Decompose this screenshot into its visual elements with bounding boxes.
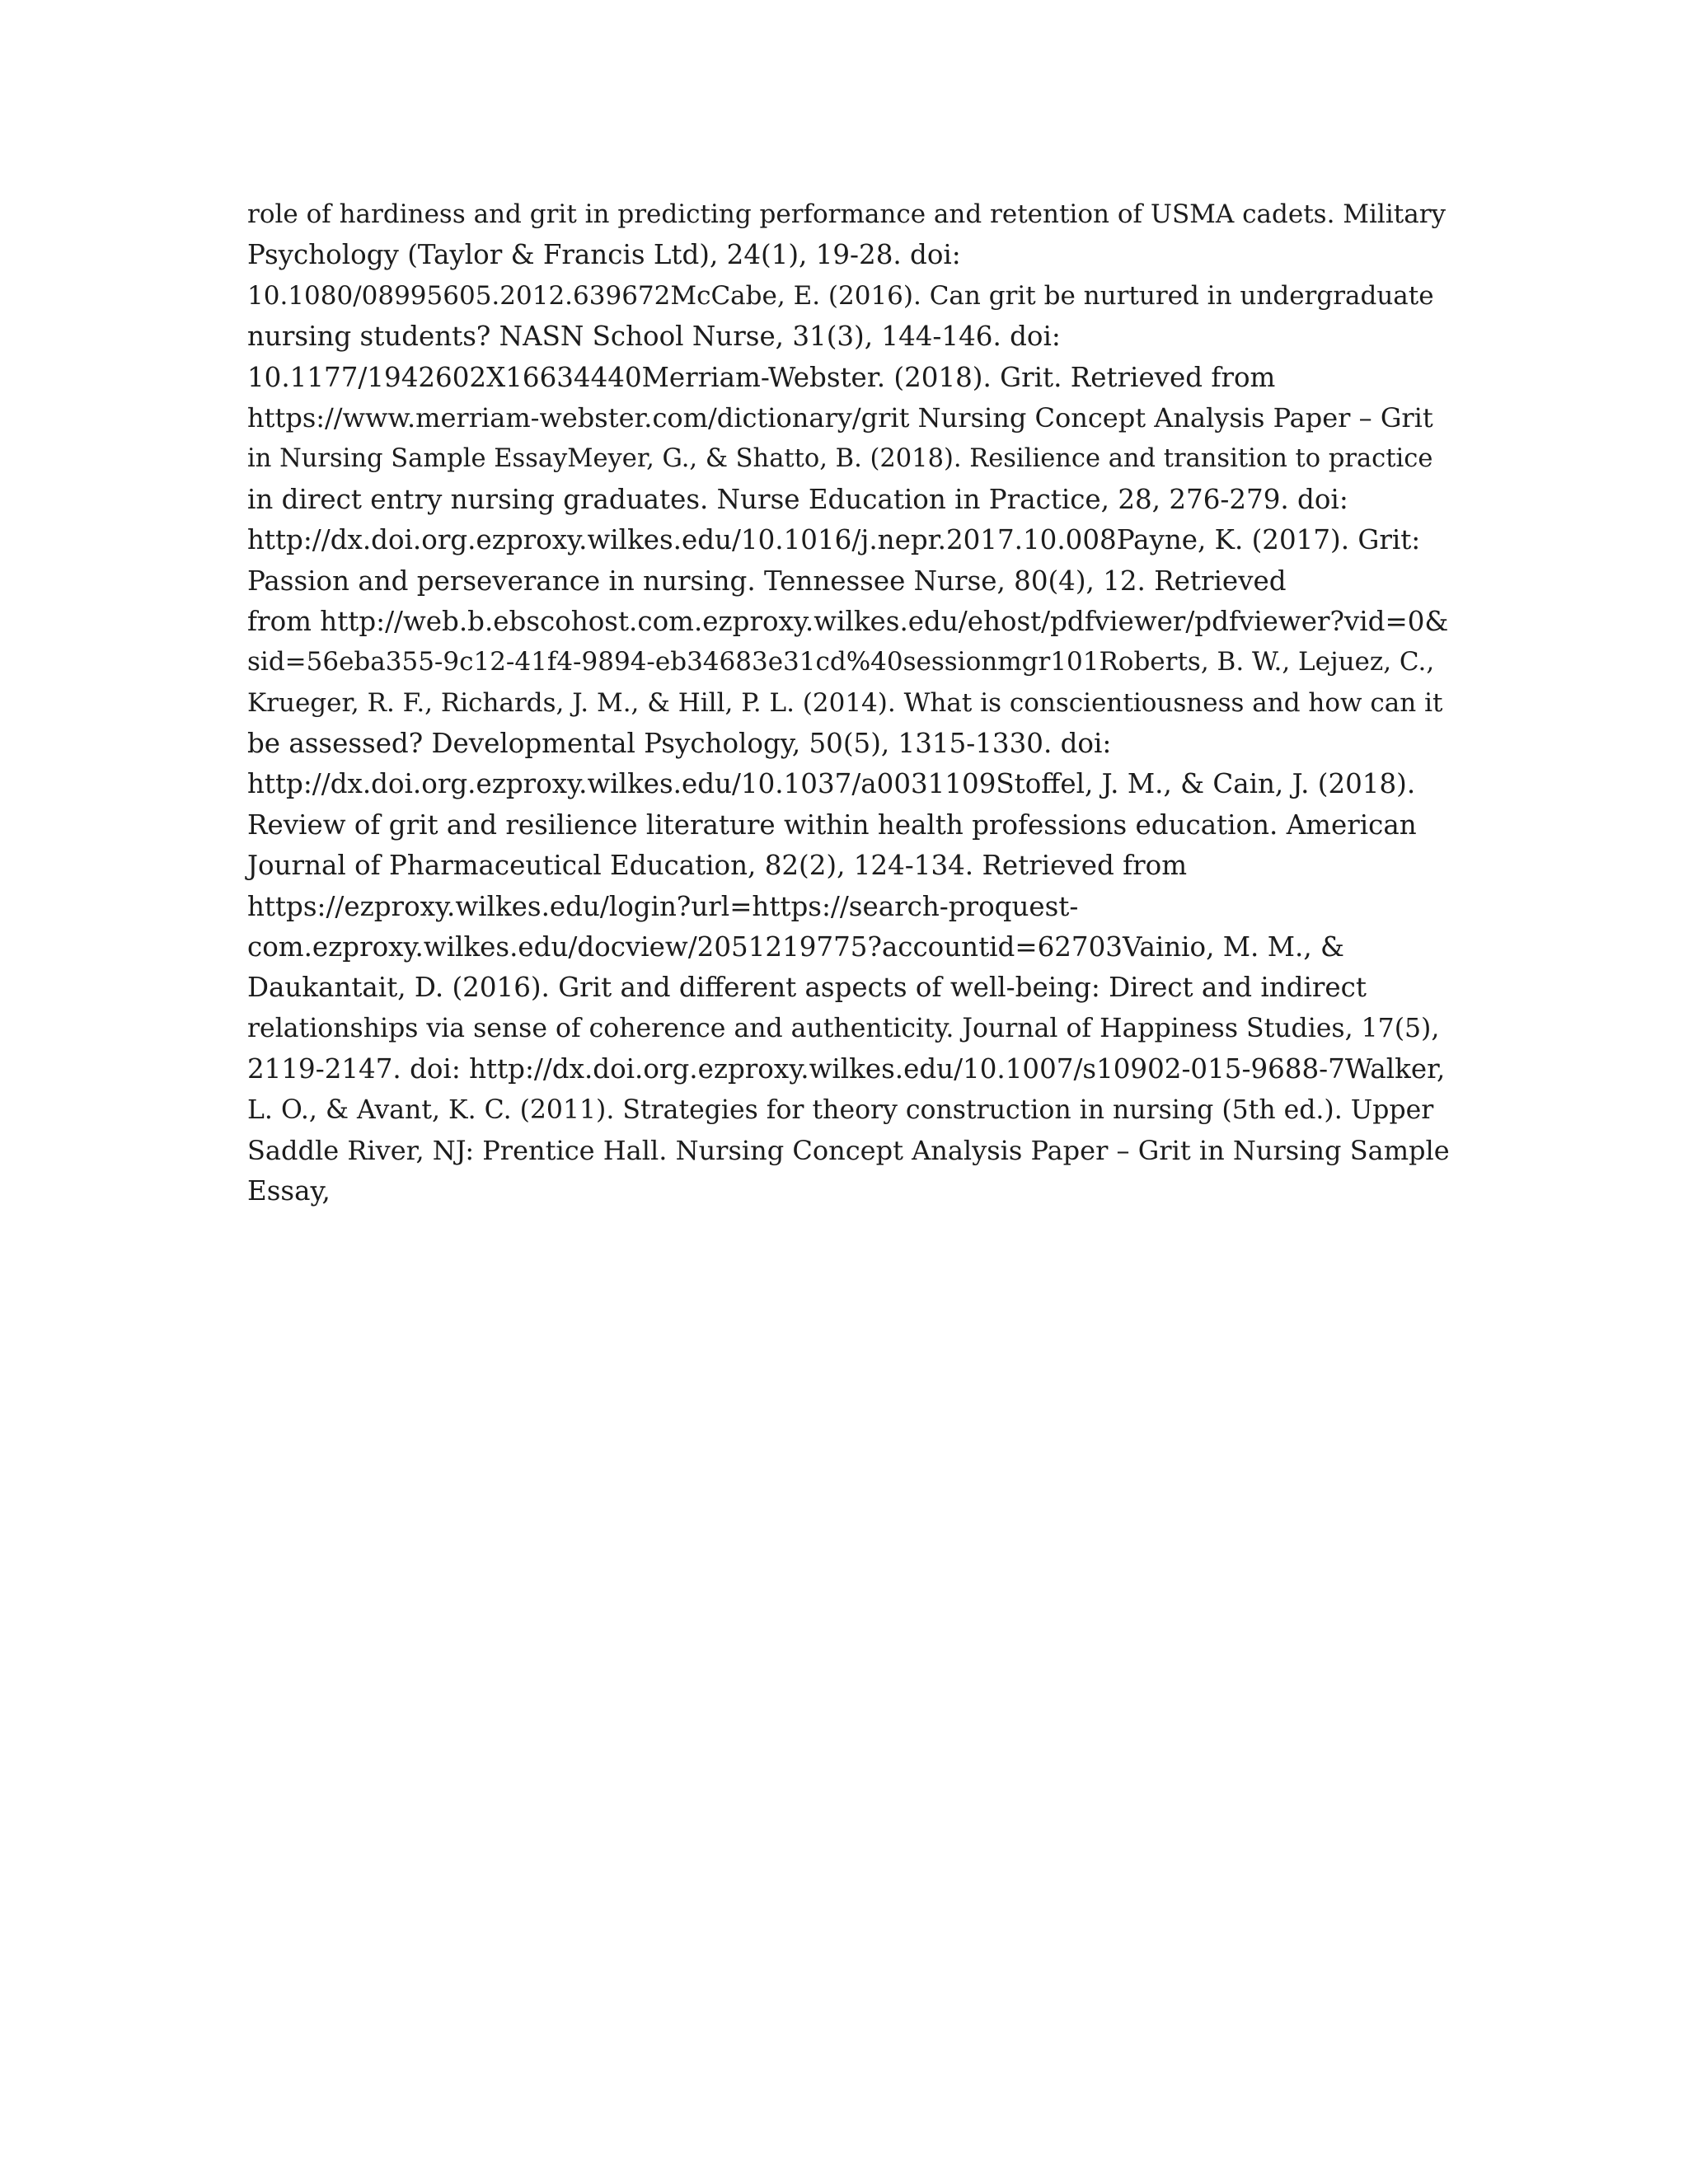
text-line: role of hardiness and grit in predicting performance and retention of USMA cadets. Military (247, 199, 1447, 229)
text-line: https://www.merriam-webster.com/dictionary/grit Nursing Concept Analysis Paper – Grit (247, 401, 1433, 434)
text-line: Journal of Pharmaceutical Education, 82(2), 124-134. Retrieved from (247, 850, 1188, 882)
text-line: 10.1177/1942602X16634440Merriam-Webster. (2018). Grit. Retrieved from (247, 361, 1276, 393)
text-line: http://dx.doi.org.ezproxy.wilkes.edu/10.1016/j.nepr.2017.10.008Payne, K. (2017). Grit: (247, 524, 1421, 556)
text-line: in direct entry nursing graduates. Nurse Education in Practice, 28, 276-279. doi: (247, 483, 1348, 515)
text-line: 10.1080/08995605.2012.639672McCabe, E. (2016). Can grit be nurtured in undergraduate (247, 280, 1434, 311)
text-line: Saddle River, NJ: Prentice Hall. Nursing Concept Analysis Paper – Grit in Nursing Sample (247, 1134, 1450, 1166)
text-line: in Nursing Sample EssayMeyer, G., & Shatto, B. (2018). Resilience and transition to practice (247, 444, 1433, 474)
text-line: http://dx.doi.org.ezproxy.wilkes.edu/10.1037/a0031109Stoffel, J. M., & Cain, J. (2018). (247, 768, 1416, 800)
text-line: relationships via sense of coherence and authenticity. Journal of Happiness Studies, 17(5), (247, 1013, 1440, 1043)
text-line: Review of grit and resilience literature within health professions education. American (247, 808, 1417, 841)
text-line: be assessed? Developmental Psychology, 50(5), 1315-1330. doi: (247, 728, 1112, 760)
text-line: Passion and perseverance in nursing. Tennessee Nurse, 80(4), 12. Retrieved (247, 565, 1287, 597)
text-line: 2119-2147. doi: http://dx.doi.org.ezproxy.wilkes.edu/10.1007/s10902-015-9688-7Walker, (247, 1053, 1446, 1085)
text-line: from http://web.b.ebscohost.com.ezproxy.wilkes.edu/ehost/pdfviewer/pdfviewer?vid=0& (247, 605, 1449, 637)
text-line: Krueger, R. F., Richards, J. M., & Hill, P. L. (2014). What is conscientiousness and how can it (247, 687, 1443, 718)
text-line: https://ezproxy.wilkes.edu/login?url=https://search-proquest- (247, 890, 1079, 922)
text-line: sid=56eba355-9c12-41f4-9894-eb34683e31cd%40sessionmgr101Roberts, B. W., Lejuez, C., (247, 647, 1435, 677)
text-line: com.ezproxy.wilkes.edu/docview/2051219775?accountid=62703Vainio, M. M., & (247, 931, 1344, 963)
text-line: nursing students? NASN School Nurse, 31(3), 144-146. doi: (247, 321, 1061, 353)
reference-list (247, 194, 1451, 1212)
text-line: Daukantait, D. (2016). Grit and different aspects of well-being: Direct and indirect (247, 972, 1367, 1004)
text-line: Essay, (247, 1175, 331, 1207)
text-line: Psychology (Taylor & Francis Ltd), 24(1), 19-28. doi: (247, 239, 961, 271)
text-line: L. O., & Avant, K. C. (2011). Strategies for theory construction in nursing (5th ed.). Upper (247, 1094, 1434, 1125)
